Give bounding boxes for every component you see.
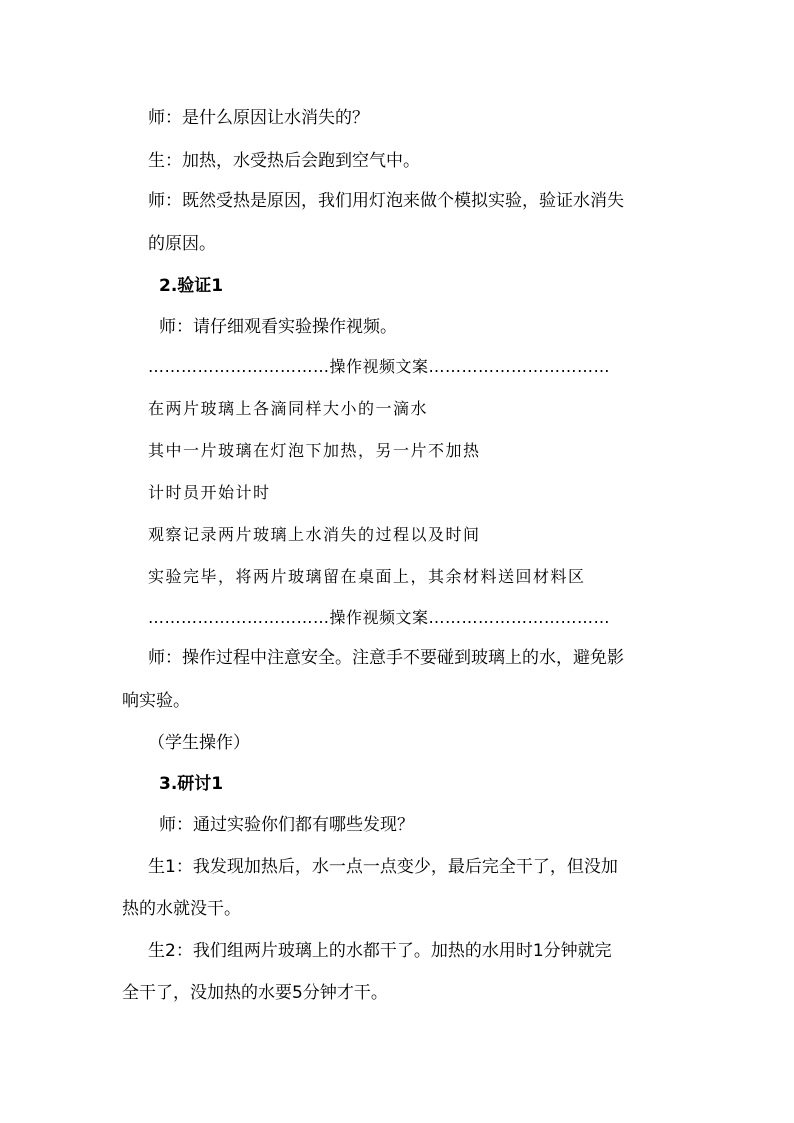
dialogue-line: 师：是什么原因让水消失的？ xyxy=(148,108,369,128)
video-script-line: 观察记录两片玻璃上水消失的过程以及时间 xyxy=(148,525,481,544)
video-script-divider: ……………………………操作视频文案…………………………… xyxy=(148,357,611,376)
dialogue-line: 师：操作过程中注意安全。注意手不要碰到玻璃上的水，避免影 xyxy=(148,648,624,668)
video-script-line: 计时员开始计时 xyxy=(148,483,271,502)
dialogue-line: 师：既然受热是原因，我们用灯泡来做个模拟实验，验证水消失 xyxy=(148,191,624,211)
section-heading-discuss: 3.研讨1 xyxy=(159,774,224,794)
dialogue-line-continued: 全干了，没加热的水要5分钟才干。 xyxy=(122,983,388,1003)
video-script-line: 在两片玻璃上各滴同样大小的一滴水 xyxy=(148,399,429,418)
dialogue-line: 生1：我发现加热后，水一点一点变少，最后完全干了，但没加 xyxy=(148,857,618,877)
video-script-line: 其中一片玻璃在灯泡下加热，另一片不加热 xyxy=(148,441,481,460)
dialogue-line-continued: 的原因。 xyxy=(148,234,216,254)
video-script-divider: ……………………………操作视频文案…………………………… xyxy=(148,608,611,627)
dialogue-line-continued: 热的水就没干。 xyxy=(122,899,241,919)
dialogue-line-continued: 响实验。 xyxy=(122,691,190,711)
video-script-line: 实验完毕，将两片玻璃留在桌面上，其余材料送回材料区 xyxy=(148,567,586,586)
dialogue-line: 生2：我们组两片玻璃上的水都干了。加热的水用时1分钟就完 xyxy=(148,941,612,961)
section-heading-verify: 2.验证1 xyxy=(159,276,224,296)
dialogue-line: 师：请仔细观看实验操作视频。 xyxy=(159,317,397,337)
stage-direction: （学生操作） xyxy=(148,733,250,753)
dialogue-line: 师：通过实验你们都有哪些发现？ xyxy=(159,815,414,835)
dialogue-line: 生：加热，水受热后会跑到空气中。 xyxy=(148,151,420,171)
